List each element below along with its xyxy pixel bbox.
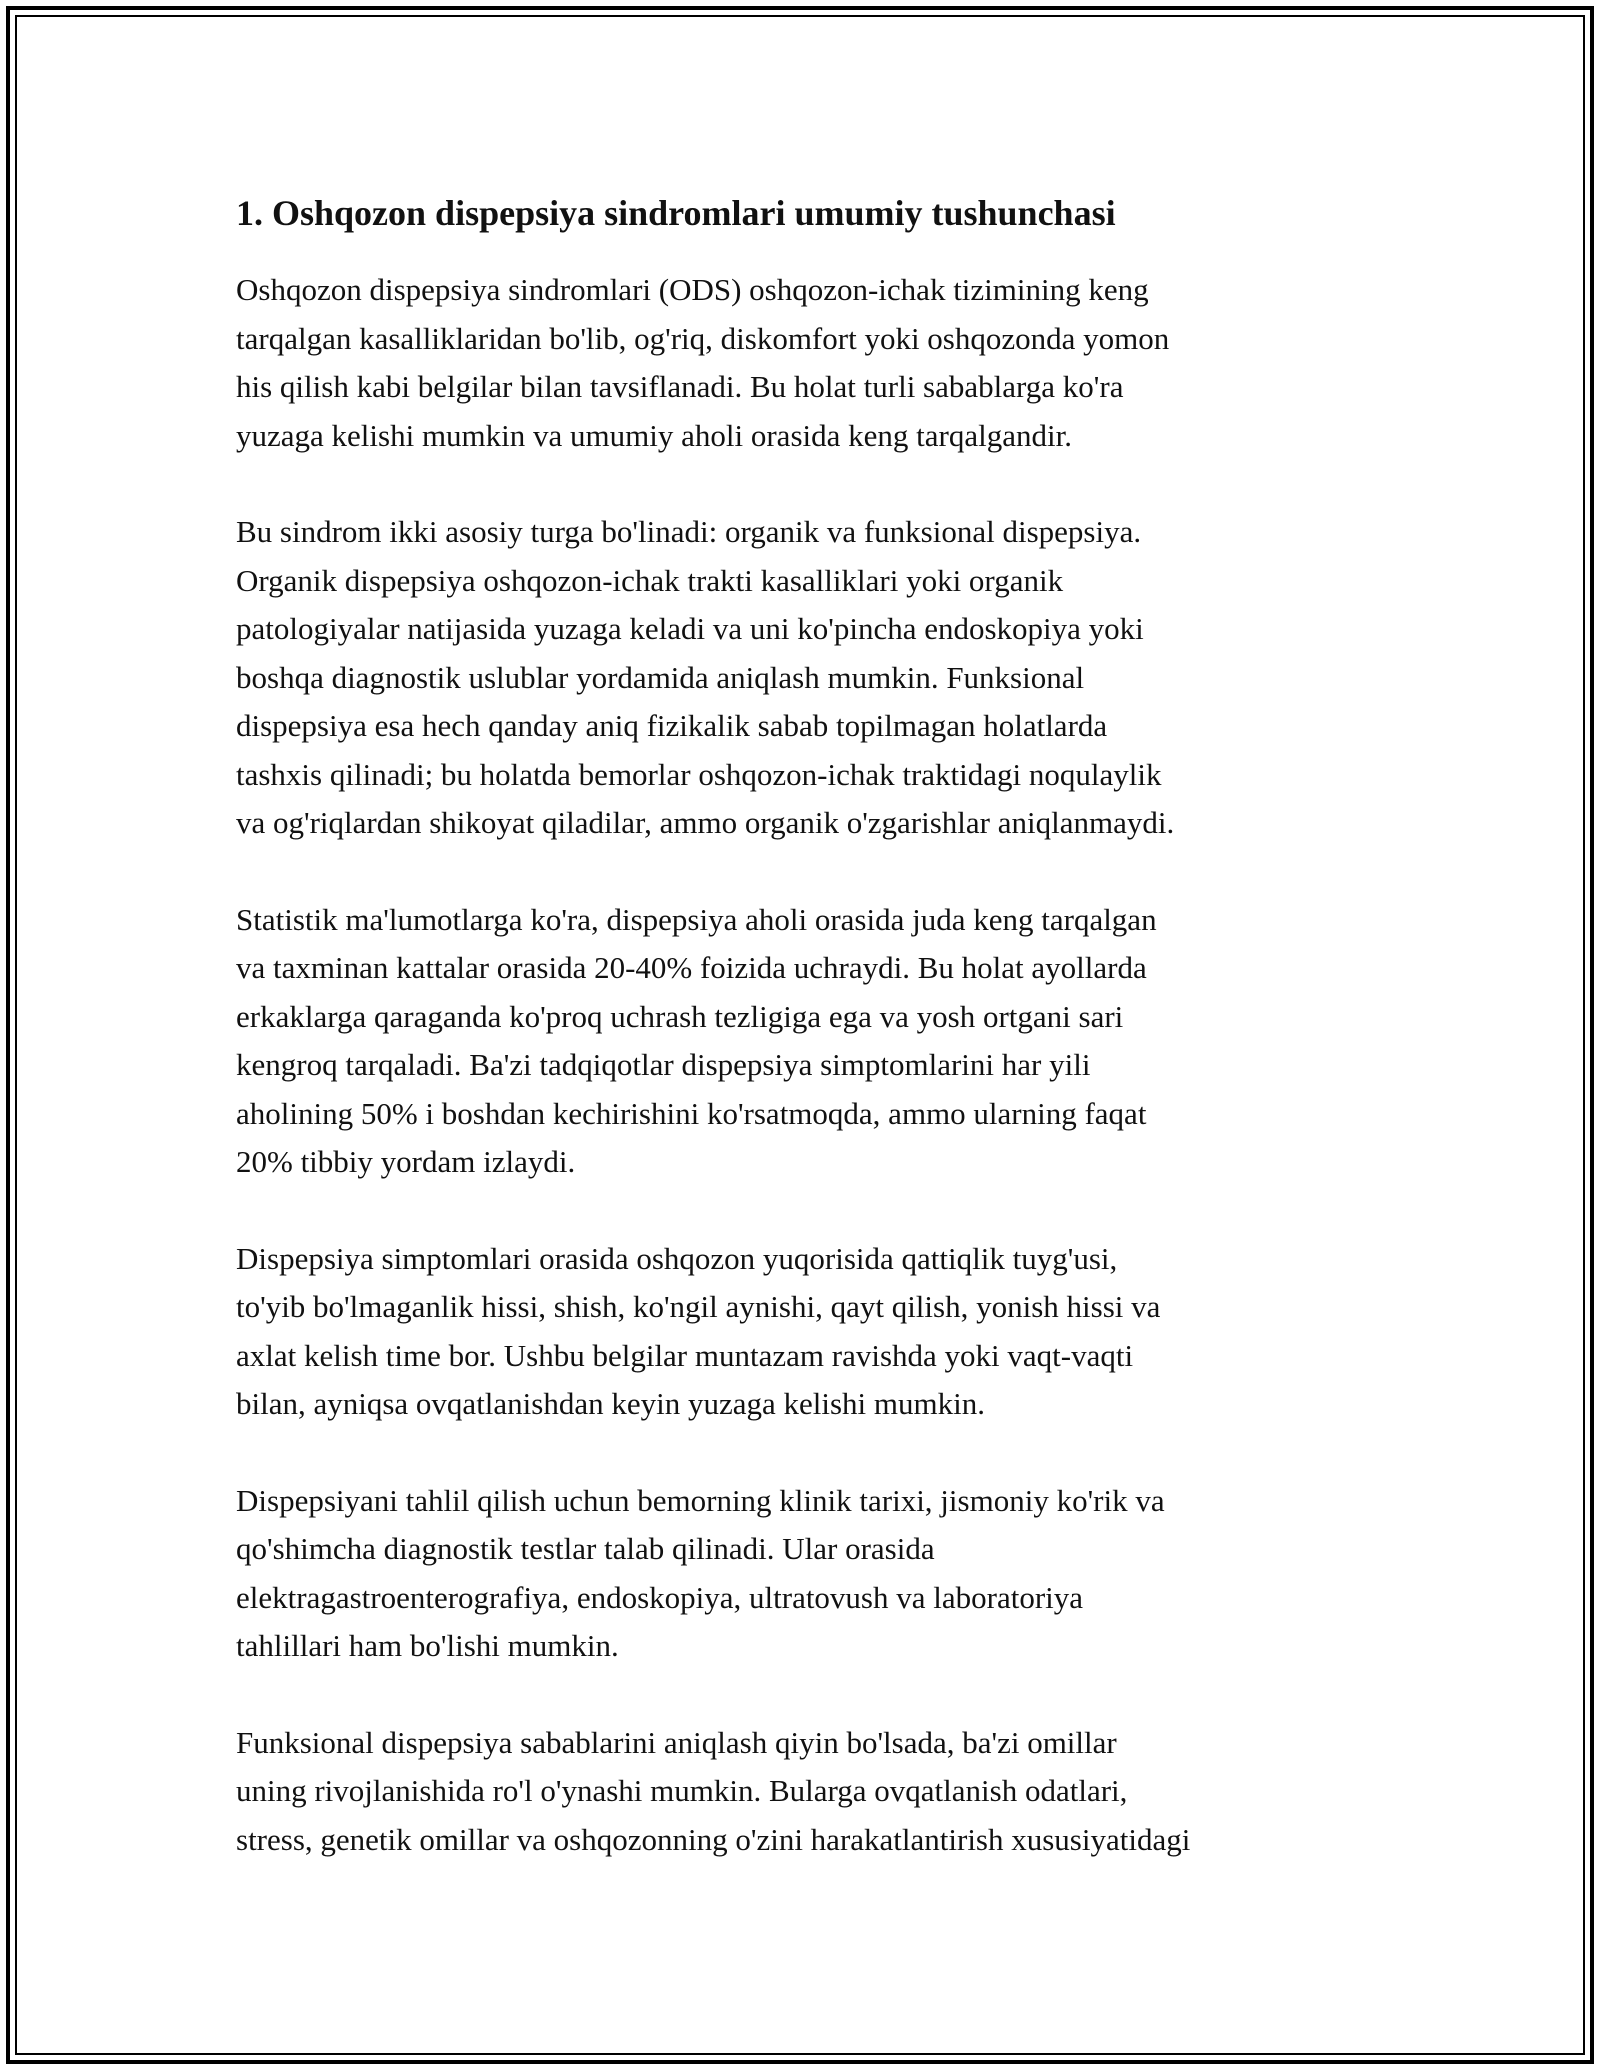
paragraph-2	[236, 508, 1396, 848]
paragraph-4	[236, 1235, 1396, 1429]
text-line: Oshqozon dispepsiya sindromlari (ODS) oshqozon-ichak tizimining keng	[236, 272, 1149, 307]
text-line: his qilish kabi belgilar bilan tavsiflanadi. Bu holat turli sabablarga ko'ra	[236, 369, 1124, 404]
text-line: boshqa diagnostik uslublar yordamida aniqlash mumkin. Funksional	[236, 659, 1085, 695]
text-line: aholining 50% i boshdan kechirishini ko'rsatmoqda, ammo ularning faqat	[236, 1095, 1147, 1131]
text-line: dispepsiya esa hech qanday aniq fizikalik sabab topilmagan holatlarda	[236, 708, 1108, 743]
text-line: Dispepsiya simptomlari orasida oshqozon yuqorisida qattiqlik tuyg'usi,	[236, 1240, 1118, 1276]
text-line: Bu sindrom ikki asosiy turga bo'linadi: organik va funksional dispepsiya.	[236, 514, 1142, 549]
text-line: axlat kelish time bor. Ushbu belgilar muntazam ravishda yoki vaqt-vaqti	[236, 1337, 1134, 1373]
text-line: yuzaga kelishi mumkin va umumiy aholi orasida keng tarqalgandir.	[236, 417, 1072, 453]
text-line: bilan, ayniqsa ovqatlanishdan keyin yuzaga kelishi mumkin.	[236, 1386, 986, 1421]
text-line: 20% tibbiy yordam izlaydi.	[236, 1144, 576, 1179]
text-line: kengroq tarqaladi. Ba'zi tadqiqotlar dispepsiya simptomlarini har yili	[236, 1047, 1091, 1082]
text-line: erkaklarga qaraganda ko'proq uchrash tezligiga ega va yosh ortgani sari	[236, 998, 1124, 1034]
text-line: tashxis qilinadi; bu holatda bemorlar oshqozon-ichak traktidagi noqulaylik	[236, 756, 1162, 792]
text-line: tahlillari ham bo'lishi mumkin.	[236, 1628, 619, 1663]
text-line: patologiyalar natijasida yuzaga keladi va uni ko'pincha endoskopiya yoki	[236, 611, 1144, 646]
text-line: tarqalgan kasalliklaridan bo'lib, og'riq, diskomfort yoki oshqozonda yomon	[236, 320, 1170, 356]
text-line: qo'shimcha diagnostik testlar talab qilinadi. Ular orasida	[236, 1531, 935, 1566]
paragraph-3	[236, 896, 1396, 1187]
text-line: uning rivojlanishida ro'l o'ynashi mumkin. Bularga ovqatlanish odatlari,	[236, 1773, 1128, 1808]
text-line: Dispepsiyani tahlil qilish uchun bemorning klinik tarixi, jismoniy ko'rik va	[236, 1482, 1165, 1518]
text-line: va taxminan kattalar orasida 20-40% foizida uchraydi. Bu holat ayollarda	[236, 950, 1147, 985]
text-line: Funksional dispepsiya sabablarini aniqlash qiyin bo'lsada, ba'zi omillar	[236, 1724, 1117, 1760]
text-line: stress, genetik omillar va oshqozonning o'zini harakatlantirish xususiyatidagi	[236, 1821, 1191, 1857]
document-body	[236, 190, 1396, 1912]
text-line: elektragastroenterografiya, endoskopiya, ultratovush va laboratoriya	[236, 1579, 1084, 1615]
paragraph-5	[236, 1477, 1396, 1671]
text-line: Statistik ma'lumotlarga ko'ra, dispepsiya aholi orasida juda keng tarqalgan	[236, 901, 1157, 937]
text-line: va og'riqlardan shikoyat qiladilar, ammo organik o'zgarishlar aniqlanmaydi.	[236, 805, 1175, 840]
paragraph-6	[236, 1719, 1396, 1865]
section-heading: 1. Oshqozon dispepsiya sindromlari umumiy tushunchasi	[236, 193, 1116, 233]
paragraph-1	[236, 266, 1396, 460]
text-line: to'yib bo'lmaganlik hissi, shish, ko'ngil aynishi, qayt qilish, yonish hissi va	[236, 1289, 1161, 1324]
text-line: Organik dispepsiya oshqozon-ichak trakti kasalliklari yoki organik	[236, 562, 1064, 598]
